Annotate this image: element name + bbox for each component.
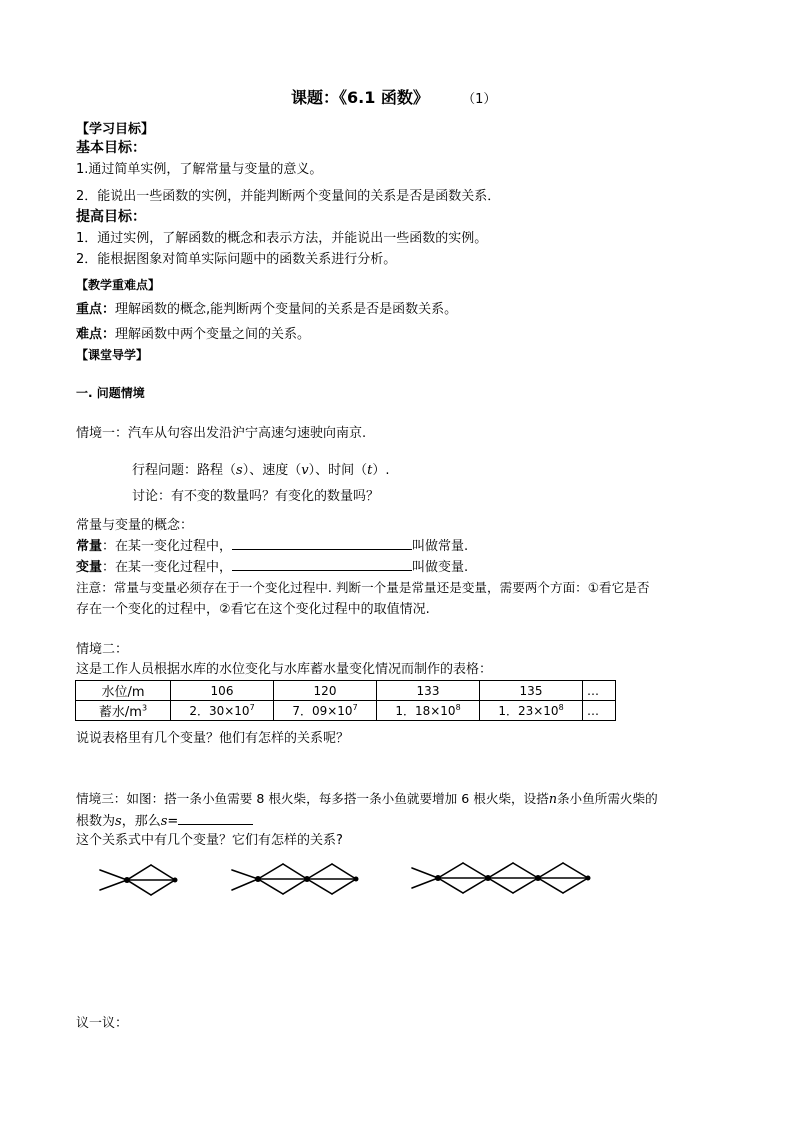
- scenario3-line-1: [76, 791, 658, 807]
- var-v: v: [301, 463, 309, 478]
- var-s-eq: s: [160, 814, 168, 829]
- scenario3-line2-mid: ，那么: [121, 814, 161, 829]
- scenario2-question: 说说表格里有几个变量？他们有怎样的关系呢？: [76, 731, 350, 746]
- storage-header-text: 蓄水/m: [98, 705, 142, 720]
- basic-goal-1: 1.通过简单实例，了解常量与变量的意义。: [76, 162, 323, 177]
- note-line-2: 存在一个变化的过程中，②看它在这个变化过程中的取值情况.: [76, 602, 430, 617]
- key-points-header: 【教学重难点】: [76, 278, 161, 292]
- fish-one: [100, 865, 175, 895]
- travel-mid1: ）、速度（: [242, 463, 302, 478]
- constant-suffix: 叫做常量.: [412, 539, 469, 554]
- key-point-line: [76, 302, 457, 318]
- class-guide-header: 【课堂导学】: [76, 348, 149, 362]
- table-row: [76, 701, 616, 721]
- storage-exponent: 7: [249, 703, 255, 712]
- key-text: 理解函数的概念,能判断两个变量间的关系是否是函数关系。: [115, 302, 458, 317]
- variable-suffix: 叫做变量.: [412, 560, 469, 575]
- table-row: [76, 681, 616, 701]
- storage-exponent: 8: [558, 703, 564, 712]
- storage-mantissa: 1．18×10: [395, 704, 456, 718]
- discussion-question: 讨论：有不变的数量吗？有变化的数量吗？: [132, 489, 380, 504]
- advanced-goal-1: 1．通过实例，了解函数的概念和表示方法，并能说出一些函数的实例。: [76, 231, 488, 246]
- objectives-header: 【学习目标】: [76, 122, 155, 137]
- variable-label: 变量: [76, 560, 103, 575]
- discussion-footer: 议一议：: [76, 1016, 129, 1031]
- scenario2-description: 这是工作人员根据水库的水位变化与水库蓄水量变化情况而制作的表格：: [76, 662, 493, 677]
- difficulty-label: 难点：: [76, 327, 116, 342]
- advanced-goal-header: 提高目标：: [76, 209, 146, 225]
- basic-goal-header: 基本目标：: [76, 140, 146, 156]
- storage-exponent: 7: [352, 703, 358, 712]
- table-cell: [480, 701, 583, 721]
- constant-blank[interactable]: [232, 537, 412, 550]
- basic-goal-2: 2．能说出一些函数的实例，并能判断两个变量间的关系是否是函数关系．: [76, 189, 501, 204]
- table-cell: 120: [274, 681, 377, 701]
- var-n: n: [548, 791, 557, 806]
- var-s: s: [115, 814, 122, 829]
- title-suffix: （1）: [462, 92, 497, 107]
- key-label: 重点：: [76, 302, 116, 317]
- variable-prefix: ：在某一变化过程中，: [102, 560, 233, 575]
- storage-header-sup: 3: [141, 703, 148, 713]
- difficulty-text: 理解函数中两个变量之间的关系。: [115, 327, 311, 342]
- table-cell: [171, 701, 274, 721]
- travel-suffix: ）.: [372, 463, 390, 478]
- formula-blank[interactable]: [178, 812, 253, 825]
- scenario3-line2-prefix: 根数为: [76, 814, 116, 829]
- variable-definition: [76, 558, 468, 576]
- water-table: [75, 680, 616, 721]
- constant-label: 常量: [76, 539, 103, 554]
- problem-header: 一. 问题情境: [76, 386, 145, 400]
- scenario3-line-2: [76, 812, 253, 830]
- advanced-goal-2: 2．能根据图象对简单实际问题中的函数关系进行分析。: [76, 252, 397, 267]
- travel-problem: [132, 463, 389, 479]
- var-s: s: [236, 463, 243, 478]
- scenario3-suffix: 条小鱼所需火柴的: [556, 791, 658, 806]
- table-cell: [274, 701, 377, 721]
- concepts-header: 常量与变量的概念：: [76, 518, 194, 533]
- table-cell: 135: [480, 681, 583, 701]
- table-cell-ellipsis: …: [583, 701, 616, 721]
- table-cell-ellipsis: …: [583, 681, 616, 701]
- title-main: 课题：《6.1 函数》: [291, 88, 429, 107]
- storage-mantissa: 7．09×10: [292, 704, 353, 718]
- table-cell: 133: [377, 681, 480, 701]
- storage-exponent: 8: [455, 703, 461, 712]
- travel-mid2: ）、时间（: [308, 463, 368, 478]
- storage-mantissa: 1．23×10: [498, 704, 559, 718]
- travel-prefix: 行程问题：路程（: [132, 463, 237, 478]
- storage-mantissa: 2．30×10: [189, 704, 250, 718]
- scenario3-prefix: 情境三：如图：搭一条小鱼需要 8 根火柴，每多搭一条小鱼就要增加 6 根火柴，设搭: [76, 791, 549, 806]
- matchstick-fish-figure: [0, 850, 794, 910]
- constant-prefix: ：在某一变化过程中，: [102, 539, 233, 554]
- table-header-storage: [76, 701, 171, 721]
- fish-two: [232, 864, 356, 894]
- page-title: [291, 88, 496, 110]
- note-line-1: 注意：常量与变量必须存在于一个变化过程中. 判断一个量是常量还是变量，需要两个方面：①看它是否: [76, 580, 650, 595]
- table-header-water-level: 水位/m: [76, 681, 171, 701]
- scenario1-intro: 情境一：汽车从句容出发沿沪宁高速匀速驶向南京.: [76, 426, 367, 441]
- var-t: t: [367, 463, 373, 478]
- scenario2-intro: 情境二：: [76, 642, 129, 657]
- scenario3-question: 这个关系式中有几个变量？它们有怎样的关系?: [76, 833, 343, 848]
- variable-blank[interactable]: [232, 558, 412, 571]
- table-cell: [377, 701, 480, 721]
- constant-definition: [76, 537, 468, 555]
- equals-sign: =: [167, 814, 179, 829]
- table-cell: 106: [171, 681, 274, 701]
- difficulty-line: [76, 327, 310, 343]
